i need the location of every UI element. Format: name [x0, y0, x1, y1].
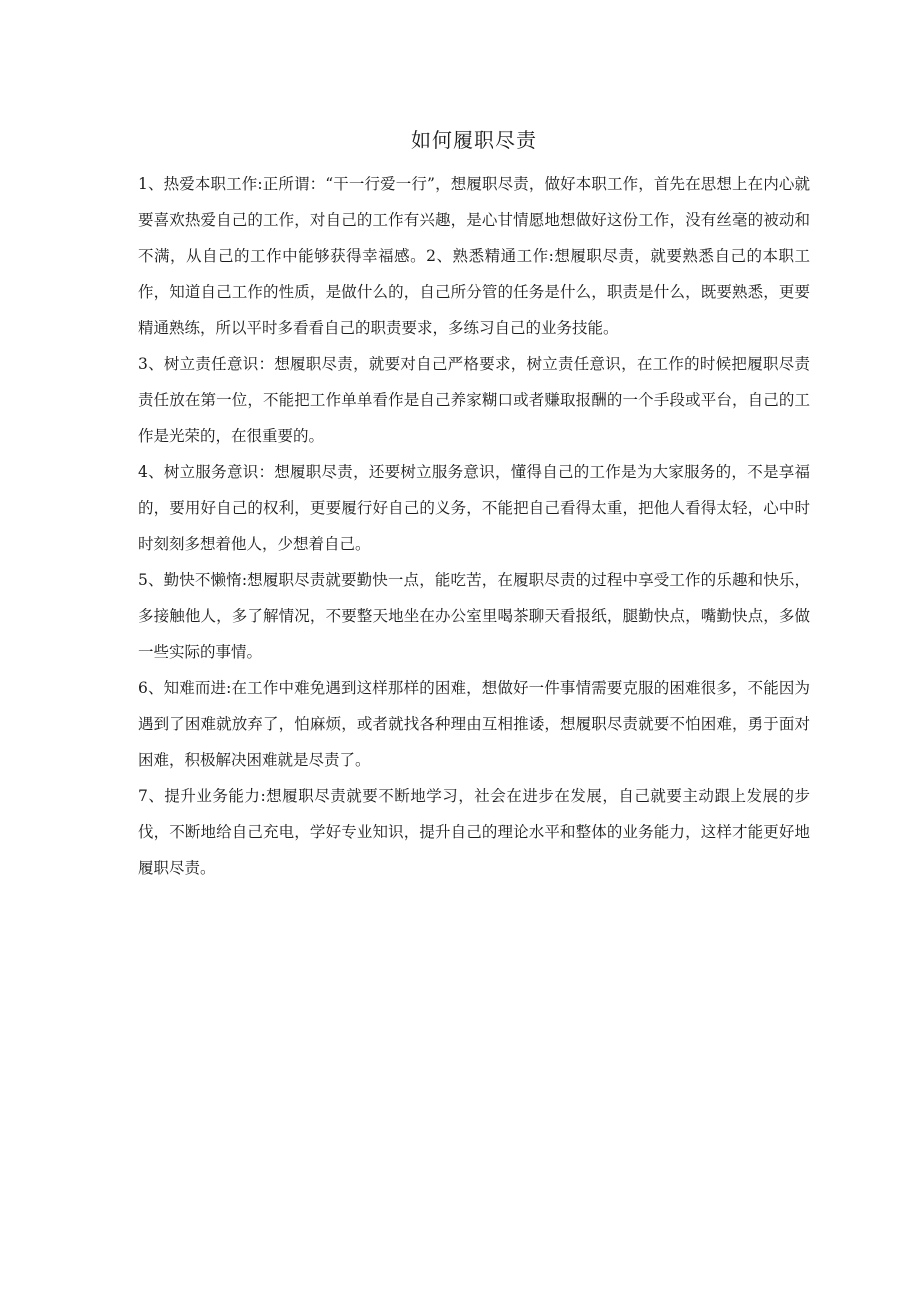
paragraph-7: 7、提升业务能力:想履职尽责就要不断地学习，社会在进步在发展，自己就要主动跟上发展的步伐，不断地给自己充电，学好专业知识，提升自己的理论水平和整体的业务能力，这样才能更好地履职尽责。 [138, 787, 810, 877]
paragraph-5: 5、勤快不懒惰:想履职尽责就要勤快一点，能吃苦，在履职尽责的过程中享受工作的乐趣和快乐，多接触他人，多了解情况，不要整天地坐在办公室里喝茶聊天看报纸，腿勤快点，嘴勤快点，多做一些实际的事情。 [138, 571, 810, 661]
paragraph-1: 1、热爱本职工作:正所谓：“干一行爱一行”，想履职尽责，做好本职工作，首先在思想上在内心就要喜欢热爱自己的工作，对自己的工作有兴趣，是心甘情愿地想做好这份工作，没有丝毫的被动和不满，从自己的工作中能够获得幸福感。2、熟悉精通工作:想履职尽责，就要熟悉自己的本职工作，知道自己工作的性质，是做什么的，自己所分管的任务是什么，职责是什么，既要熟悉，更要精通熟练，所以平时多看看自己的职责要求，多练习自己的业务技能。 [138, 175, 810, 337]
paragraph-3: 3、树立责任意识：想履职尽责，就要对自己严格要求，树立责任意识，在工作的时候把履职尽责责任放在第一位，不能把工作单单看作是自己养家糊口或者赚取报酬的一个手段或平台，自己的工作是光荣的，在很重要的。 [138, 355, 810, 445]
document-page [138, 122, 810, 886]
paragraph-6: 6、知难而进:在工作中难免遇到这样那样的困难，想做好一件事情需要克服的困难很多，不能因为遇到了困难就放弃了，怕麻烦，或者就找各种理由互相推诿，想履职尽责就要不怕困难，勇于面对困难，积极解决困难就是尽责了。 [138, 679, 810, 769]
document-title: 如何履职尽责 [411, 128, 537, 152]
paragraph-4: 4、树立服务意识：想履职尽责，还要树立服务意识，懂得自己的工作是为大家服务的，不是享福的，要用好自己的权利，更要履行好自己的义务，不能把自己看得太重，把他人看得太轻，心中时时刻刻多想着他人，少想着自己。 [138, 463, 810, 553]
